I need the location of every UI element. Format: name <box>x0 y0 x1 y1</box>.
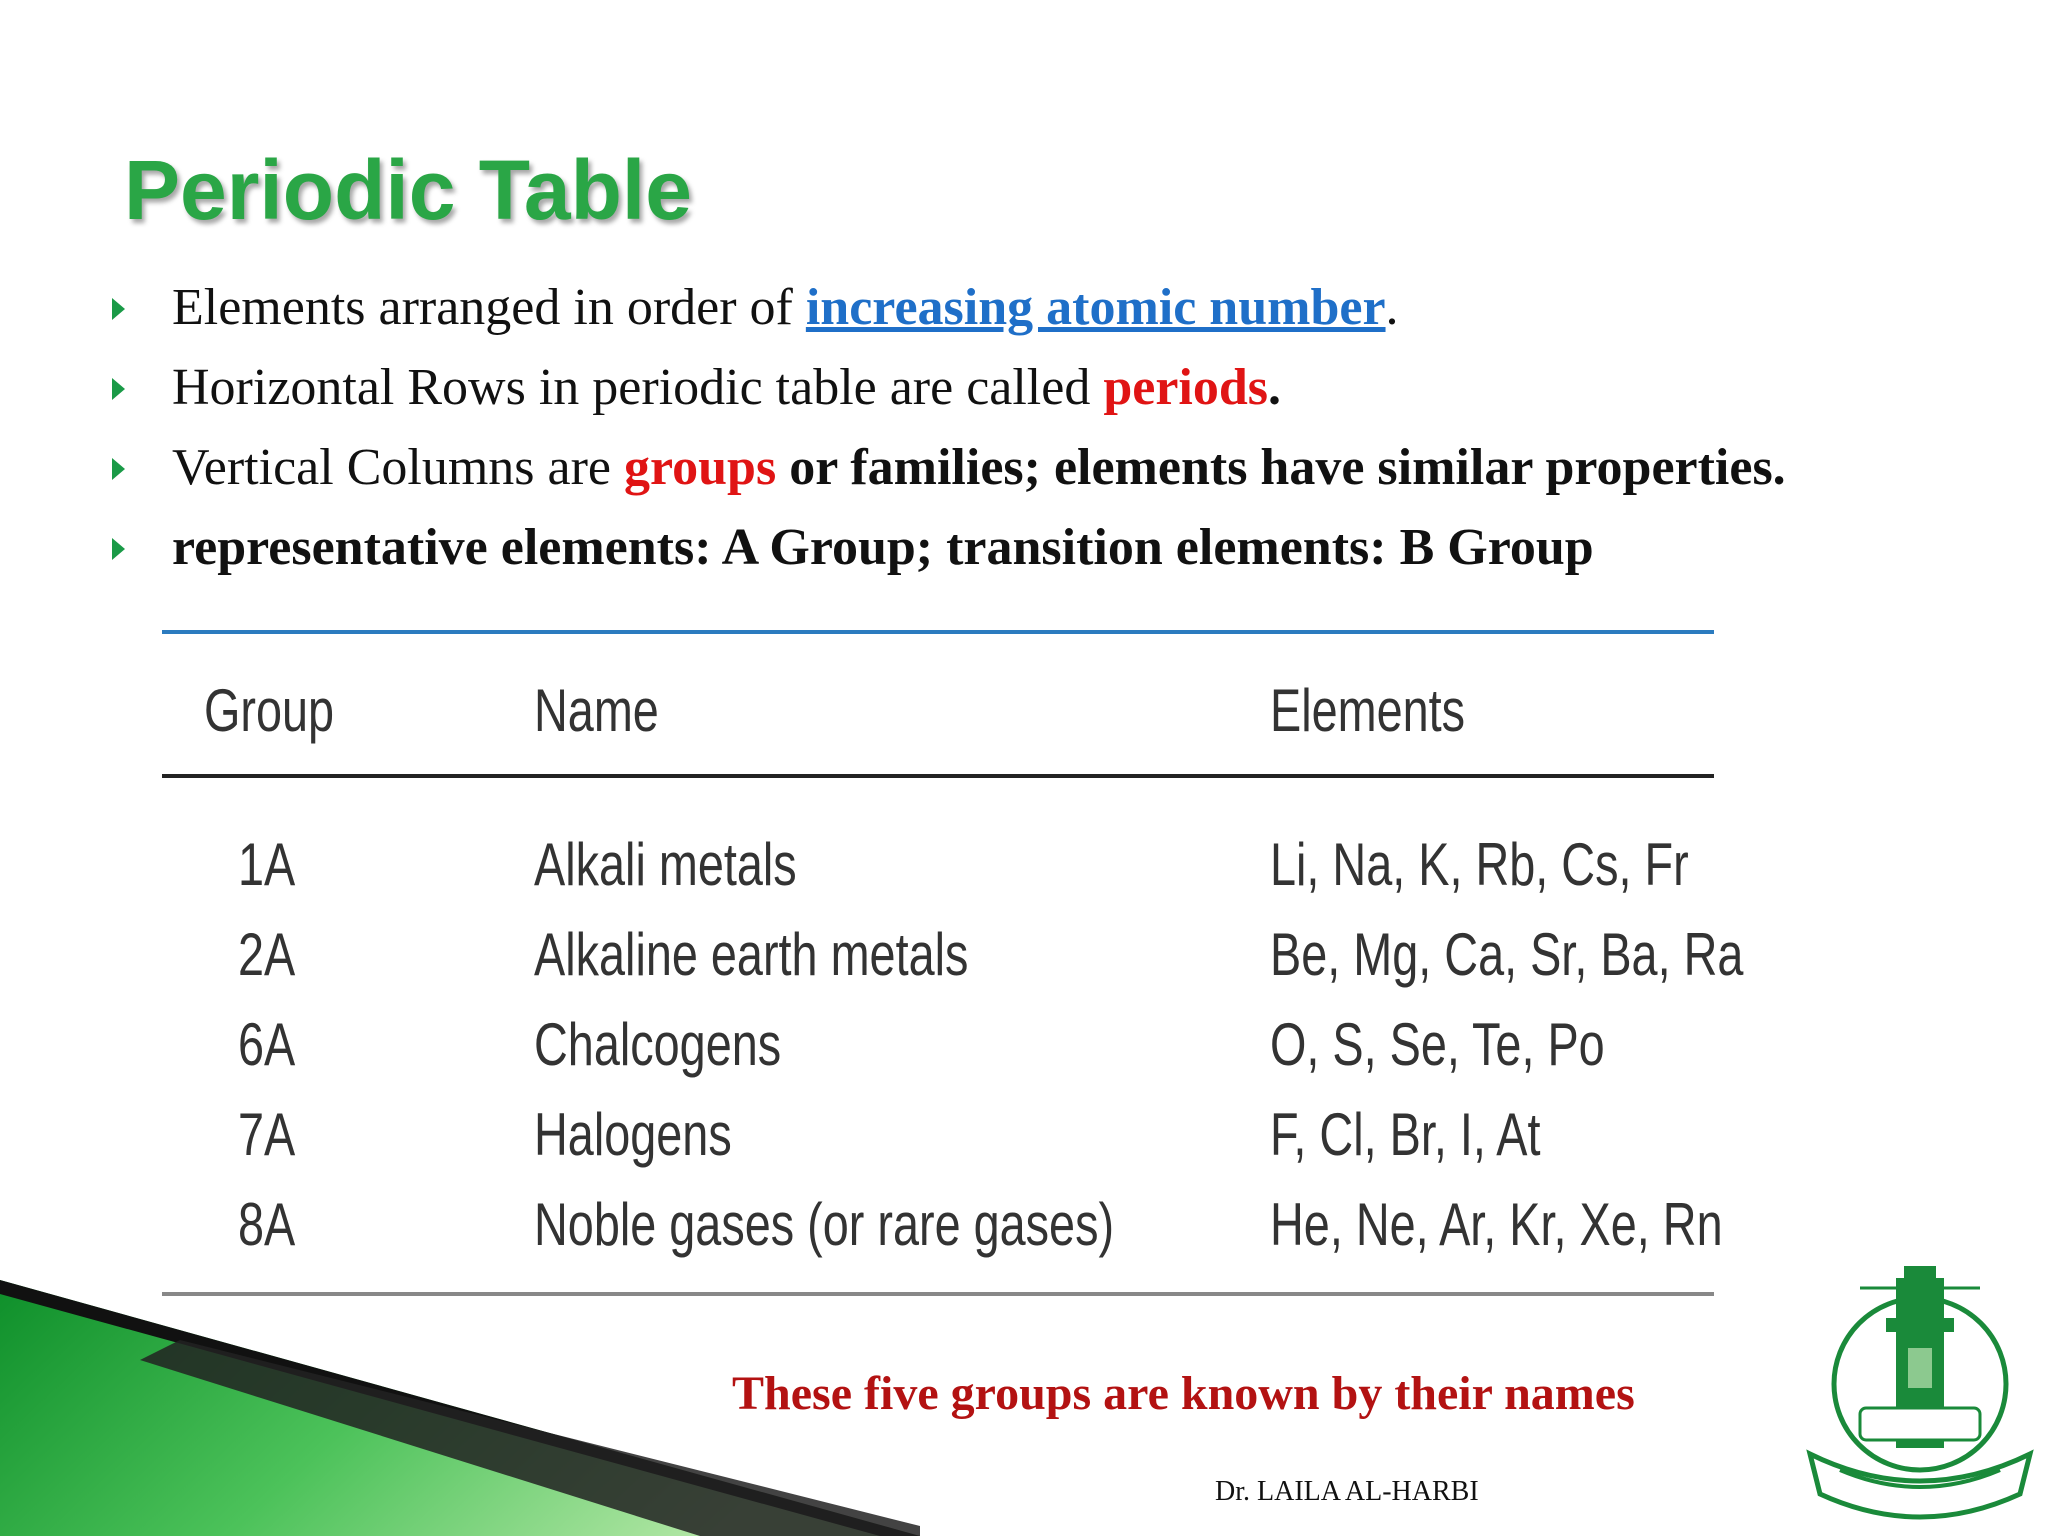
author-credit: Dr. LAILA AL-HARBI <box>1215 1476 1479 1507</box>
row-group: 7A <box>238 1101 296 1168</box>
row-elements: Be, Mg, Ca, Sr, Ba, Ra <box>1270 921 1744 988</box>
bullet-text <box>172 348 1281 428</box>
bullet-text-part: Vertical Columns are <box>172 439 624 496</box>
row-group: 1A <box>238 831 296 898</box>
bullet-text-part: Horizontal Rows in periodic table are called <box>172 359 1104 416</box>
row-name: Chalcogens <box>534 1011 782 1078</box>
bullet-text-part: Elements arranged in order of <box>172 279 806 336</box>
triangle-bullet-icon <box>112 298 125 320</box>
bullet-text-part: . <box>1385 279 1399 336</box>
groups-highlight: groups <box>623 439 777 496</box>
row-elements: He, Ne, Ar, Kr, Xe, Rn <box>1270 1191 1723 1258</box>
bullet-item <box>112 508 2012 588</box>
header-elements: Elements <box>1270 677 1466 744</box>
row-group: 6A <box>238 1011 296 1078</box>
triangle-bullet-icon <box>112 378 125 400</box>
bullet-text-part: or families; elements have similar properties. <box>776 439 1786 496</box>
bullet-text <box>172 428 1786 508</box>
groups-note: These five groups are known by their names <box>732 1367 1635 1420</box>
bullet-text: representative elements: A Group; transition elements: B Group <box>172 519 1594 576</box>
row-elements: Li, Na, K, Rb, Cs, Fr <box>1270 831 1689 898</box>
header-name: Name <box>534 677 659 744</box>
row-name: Halogens <box>534 1101 732 1168</box>
row-group: 8A <box>238 1191 296 1258</box>
row-elements: O, S, Se, Te, Po <box>1270 1011 1605 1078</box>
triangle-bullet-icon <box>112 458 125 480</box>
header-group: Group <box>204 677 335 744</box>
atomic-number-link[interactable]: increasing atomic number <box>805 279 1386 336</box>
table-top-rule <box>162 630 1714 634</box>
bullet-list <box>112 268 2012 588</box>
university-logo-icon <box>1800 1258 2040 1536</box>
periods-highlight: periods <box>1103 359 1269 416</box>
groups-table <box>162 630 1744 1300</box>
row-name: Alkaline earth metals <box>534 921 969 988</box>
bullet-item <box>112 268 2012 348</box>
triangle-bullet-icon <box>112 538 125 560</box>
bullet-item <box>112 348 2012 428</box>
bullet-text <box>172 268 1399 348</box>
slide-title: Periodic Table <box>124 143 692 237</box>
row-name: Alkali metals <box>534 831 797 898</box>
bullet-text-part: . <box>1268 359 1282 416</box>
table-header-rule <box>162 774 1714 778</box>
row-elements: F, Cl, Br, I, At <box>1270 1101 1541 1168</box>
bullet-item <box>112 428 2012 508</box>
row-name: Noble gases (or rare gases) <box>534 1191 1115 1258</box>
row-group: 2A <box>238 921 296 988</box>
